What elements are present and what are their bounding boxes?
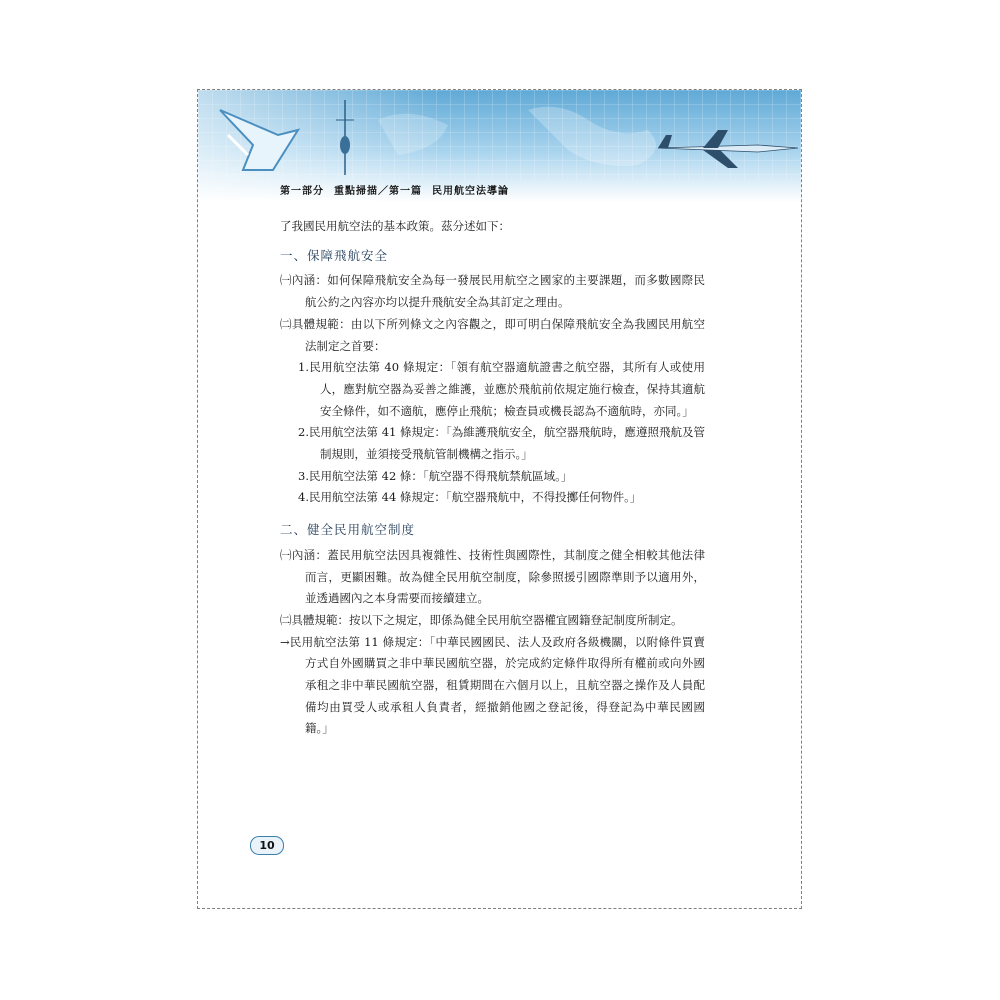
running-head-part: 第一部分 — [280, 186, 324, 197]
page-content — [280, 216, 705, 740]
running-head-topic: 重點掃描／第一篇 — [334, 186, 422, 197]
running-head — [280, 182, 509, 197]
sub-list-item: 1.民用航空法第 40 條規定：「領有航空器適航證書之航空器，其所有人或使用人，應對航空器為妥善之維護，並應於飛航前依規定施行檢查，保持其適航安全條件，如不適航，應停止飛航；檢查員或機長認為不適航時，亦同。」 — [298, 360, 705, 418]
section-heading-aviation-system: 二、健全民用航空制度 — [280, 522, 416, 538]
page-number-badge: 10 — [250, 836, 284, 855]
section-heading-flight-safety: 一、保障飛航安全 — [280, 247, 389, 263]
sub-list-item: 4.民用航空法第 44 條規定：「航空器飛航中，不得投擲任何物件。」 — [298, 490, 642, 505]
sub-list-item: 2.民用航空法第 41 條規定：「為維護飛航安全，航空器飛航時，應遵照飛航及管制規則，並須接受飛航管制機構之指示。」 — [298, 425, 705, 462]
running-head-chapter: 民用航空法導論 — [432, 186, 509, 197]
sub-list-item: 3.民用航空法第 42 條：「航空器不得飛航禁航區域。」 — [298, 468, 573, 483]
list-item: →民用航空法第 11 條規定：「中華民國國民、法人及政府各級機關，以附條件買賣方式自外國購買之非中華民國航空器，於完成約定條件取得所有權前或向外國承租之非中華民國航空器，租賃期間在六個月以上，且航空器之操作及人員配備均由買受人或承租人負責者，經撤銷他國之登記後，得登記為中華民國國籍。」 — [280, 634, 705, 736]
list-item: ㈡具體規範：由以下所列條文之內容觀之，即可明白保障飛航安全為我國民用航空法制定之首要： — [280, 316, 705, 353]
intro-paragraph: 了我國民用航空法的基本政策。茲分述如下： — [280, 219, 510, 233]
book-page — [197, 89, 802, 909]
list-item: ㈡具體規範：按以下之規定，即係為健全民用航空器權宜國籍登記制度所制定。 — [280, 612, 683, 627]
list-item: ㈠內涵：如何保障飛航安全為每一發展民用航空之國家的主要課題，而多數國際民航公約之內容亦均以提升飛航安全為其訂定之理由。 — [280, 273, 705, 310]
list-item: ㈠內涵：蓋民用航空法因具複雜性、技術性與國際性，其制度之健全相較其他法律而言，更顯困難。故為健全民用航空制度，除參照援引國際準則予以適用外，並透過國內之本身需要而接續建立。 — [280, 547, 705, 606]
